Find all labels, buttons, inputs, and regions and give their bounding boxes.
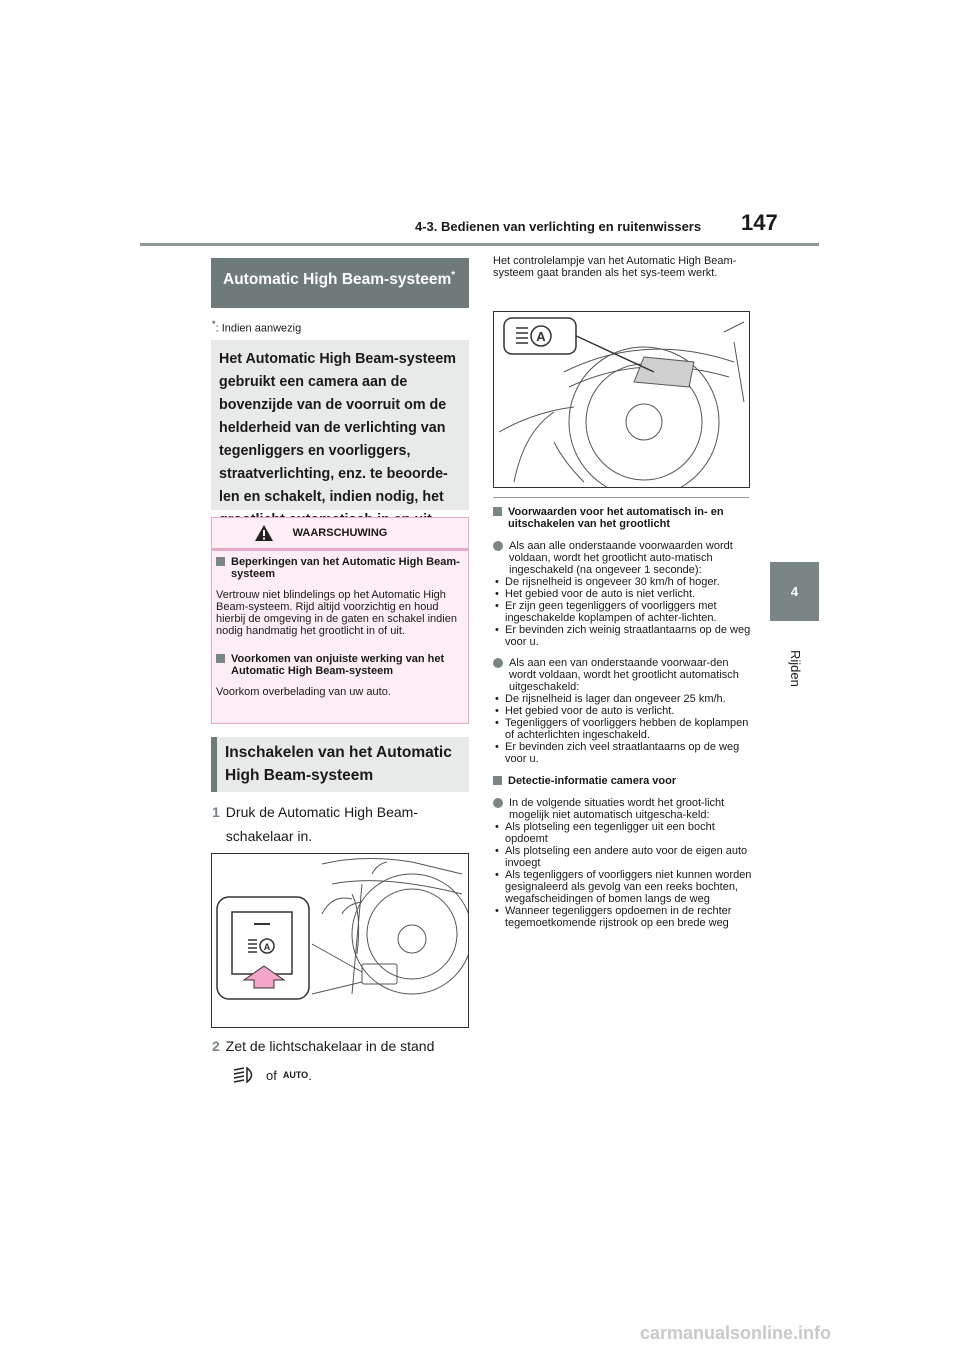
warning-box [211, 517, 469, 724]
camera-heading-text: Detectie-informatie camera voor [508, 775, 677, 787]
square-bullet-icon [493, 776, 502, 785]
list-item: • Als plotseling een andere auto voor de eigen auto invoegt [493, 845, 758, 869]
auto-a-letter: A [263, 942, 271, 952]
warning-text-1: Vertrouw niet blindelings op het Automatic High Beam-systeem. Rijd altijd voorzichtig en houd hierbij de omgeving in de gaten en schakel indien nodig handmatig het grootlicht in of uit. [216, 589, 457, 637]
figure-high-beam-switch [211, 853, 469, 1028]
step-2 [212, 1034, 462, 1058]
section-heading-text: Automatic High Beam-systeem [223, 271, 452, 289]
square-bullet-icon [493, 507, 502, 516]
warning-content [216, 556, 462, 698]
list-item: • Tegenliggers of voorliggers hebben de koplampen of achterlichten ingeschakeld. [493, 717, 758, 741]
square-bullet-icon [216, 557, 225, 566]
list-item: • De rijsnelheid is lager dan ongeveer 25 km/h. [493, 693, 758, 705]
off-conditions-text: Als aan een van onderstaande voorwaar-den wordt voldaan, wordt het grootlicht automatisch uitgeschakeld: [509, 657, 739, 693]
step-2-number: 2 [212, 1038, 220, 1054]
chapter-tab-label-wrap [777, 630, 811, 690]
section-heading-automatic-high-beam [211, 258, 469, 308]
list-item: • Er bevinden zich veel straatlantaarns op de weg voor u. [493, 741, 758, 765]
warning-divider [212, 548, 468, 551]
intro-text: Het controlelampje van het Automatic High Beam-systeem gaat branden als het sys-teem werkt. [493, 255, 737, 279]
indicator-a-letter: A [536, 329, 546, 344]
camera-intro-text: In de volgende situaties wordt het groot-licht mogelijk niet automatisch uitgescha-keld: [509, 797, 725, 821]
warning-triangle-icon [254, 524, 274, 542]
warning-subheading-2-text: Voorkomen van onjuiste werking van het Automatic High Beam-systeem [231, 653, 445, 677]
auto-symbol: AUTO [282, 1070, 309, 1080]
camera-intro [493, 797, 758, 821]
header-rule [140, 243, 819, 246]
right-content [493, 506, 758, 929]
chapter-tab-label: Rijden [788, 650, 803, 687]
list-item: • Het gebied voor de auto is niet verlicht. [493, 588, 758, 600]
step-2-of: of [266, 1067, 277, 1083]
list-item: • De rijsnelheid is ongeveer 30 km/h of hoger. [493, 576, 758, 588]
circle-bullet-icon [493, 798, 503, 808]
warning-subheading-1-text: Beperkingen van het Automatic High Beam-systeem [231, 556, 460, 580]
footnote-star: * [212, 319, 216, 329]
watermark: carmanualsonline.info [640, 1323, 832, 1343]
footnote-text: : Indien aanwezig [215, 322, 302, 335]
circle-bullet-icon [493, 541, 503, 551]
square-bullet-icon [216, 654, 225, 663]
dashboard-switch-illustration [212, 854, 468, 1027]
section-heading-inschakelen: Inschakelen van het Automatic High Beam-systeem [211, 737, 469, 792]
summary-box [211, 340, 469, 510]
list-item: • Als plotseling een tegenligger uit een bocht opdoemt [493, 821, 758, 845]
warning-text-2: Voorkom overbelading van uw auto. [216, 686, 391, 698]
footnote [212, 319, 301, 335]
warning-subheading-2 [216, 653, 462, 677]
figure-indicator-light [493, 311, 750, 488]
conditions-heading-text: Voorwaarden voor het automatisch in- en uitschakelen van het grootlicht [508, 506, 724, 530]
circle-bullet-icon [493, 658, 503, 668]
camera-situations-list [493, 821, 758, 929]
chapter-tab[interactable]: 4 [770, 562, 819, 621]
step-1-number: 1 [212, 804, 220, 820]
on-conditions-list [493, 576, 758, 648]
summary-text: Het Automatic High Beam-systeem gebruikt een camera aan de bovenzijde van de voorruit om de helderheid van de verlichting van tegenliggers en voorliggers, straatverlichting, enz. te beoorde-len en schakelt, indien nodig, het [219, 351, 457, 505]
list-item: • Er zijn geen tegenliggers of voorliggers met ingeschakelde koplampen of achter-lichten. [493, 600, 758, 624]
instrument-cluster-illustration [494, 312, 749, 487]
section-heading-star: * [451, 270, 456, 281]
step-2-symbols [232, 1066, 312, 1084]
headlight-icon [232, 1066, 258, 1084]
step-2-period: . [308, 1067, 312, 1083]
warning-subheading-1 [216, 556, 462, 580]
list-item: • Als tegenliggers of voorliggers niet kunnen worden gesignaleerd als gevolg van een reeks bochten, wegafscheidingen of bomen langs de weg [493, 869, 758, 905]
step-1-text: Druk de Automatic High Beam-schakelaar in. [225, 804, 418, 844]
conditions-heading [493, 506, 758, 530]
step-1 [212, 800, 462, 848]
step-2-text: Zet de lichtschakelaar in de stand [225, 1038, 435, 1054]
warning-title: WAARSCHUWING [292, 527, 388, 539]
list-item: • Er bevinden zich weinig straatlantaarns op de weg voor u. [493, 624, 758, 648]
off-conditions-intro [493, 657, 758, 693]
page-number: 147 [741, 210, 778, 235]
list-item: • Het gebied voor de auto is verlicht. [493, 705, 758, 717]
list-item: • Wanneer tegenliggers opdoemen in de rechter tegemoetkomende rijstrook op een brede weg [493, 905, 758, 929]
right-divider [493, 497, 749, 498]
off-conditions-list [493, 693, 758, 765]
on-conditions-text: Als aan alle onderstaande voorwaarden wordt voldaan, wordt het grootlicht auto-matisch ingeschakeld (na ongeveer 1 seconde): [509, 540, 733, 576]
on-conditions-intro [493, 540, 758, 576]
camera-heading [493, 775, 758, 787]
chapter-title: 4-3. Bedienen van verlichting en ruitenwissers [415, 219, 702, 234]
